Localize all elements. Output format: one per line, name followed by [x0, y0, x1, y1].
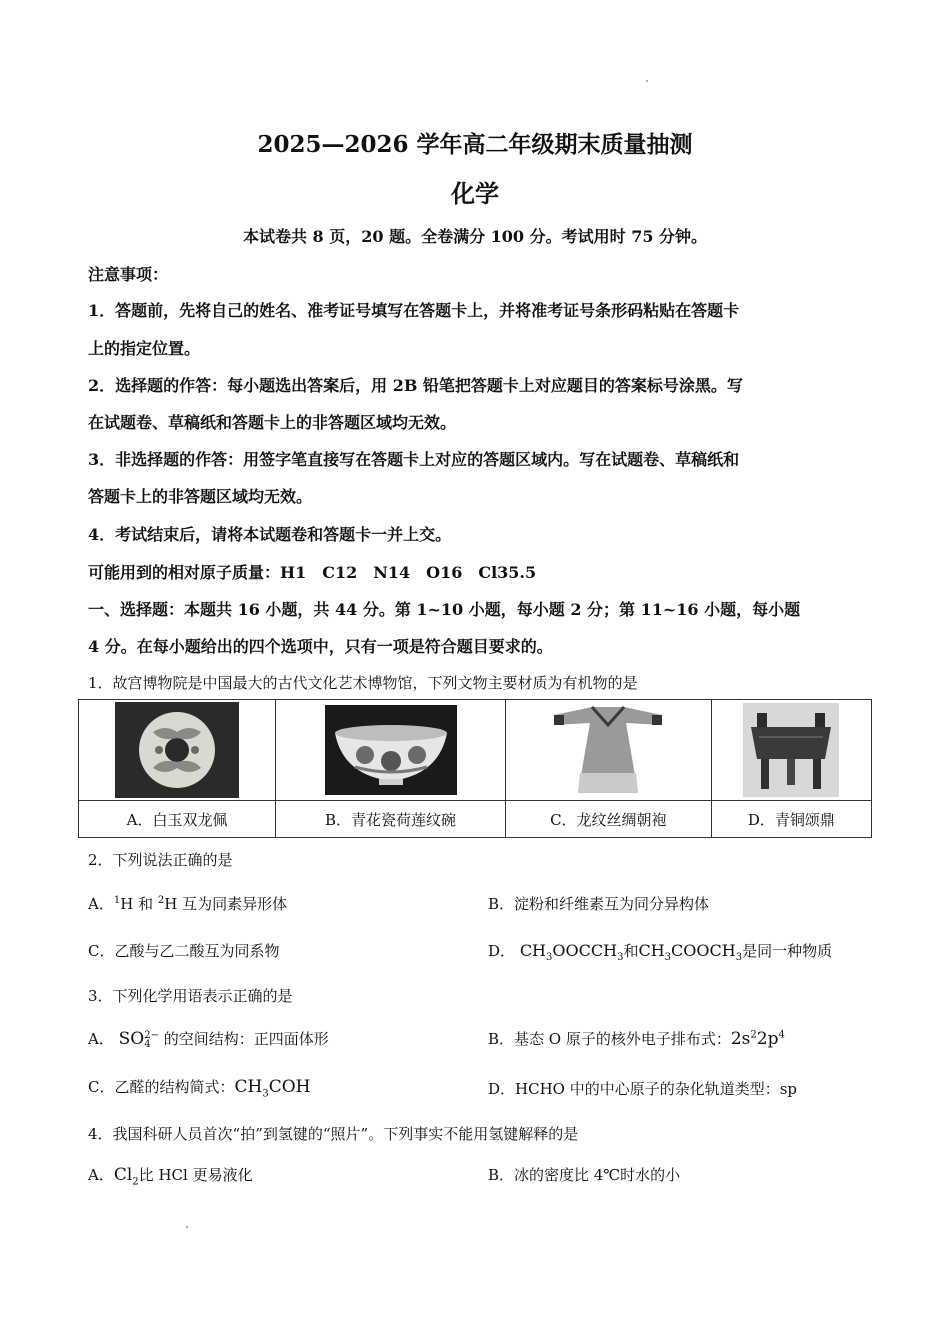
q2-d-formula: $CH_3OOCCH_3$: [519, 941, 624, 964]
scan-dot: [186, 1226, 188, 1228]
section-1-line-2: 4 分。在每小题给出的四个选项中，只有一项是符合题目要求的。: [88, 637, 553, 656]
bronze-ding-image: [743, 703, 839, 797]
relic-label-d: D．青铜颂鼎: [711, 801, 871, 838]
notice-item-1-line-2: 上的指定位置。: [88, 339, 201, 358]
q4-a-formula: $Cl_2$: [113, 1165, 139, 1188]
q3-stem: 3．下列化学用语表示正确的是: [88, 987, 293, 1005]
scan-dot: [646, 80, 648, 82]
relic-label-b: B．青花瓷荷莲纹碗: [276, 801, 506, 838]
silk-robe-image: [552, 703, 664, 797]
q4-option-a: A．$Cl_2$比 HCl 更易液化: [88, 1165, 253, 1188]
q4-stem: 4．我国科研人员首次“拍”到氢键的“照片”。下列事实不能用氢键解释的是: [88, 1125, 579, 1143]
notice-item-2-line-2: 在试题卷、草稿纸和答题卡上的非答题区域均无效。: [88, 413, 457, 432]
jade-pendant-image: [115, 702, 239, 798]
q2-stem: 2．下列说法正确的是: [88, 851, 233, 869]
q3-option-d: D．HCHO 中的中心原子的杂化轨道类型：sp: [488, 1080, 798, 1098]
notice-heading: 注意事项：: [88, 265, 169, 284]
relic-cell-c: [505, 700, 711, 801]
subject-title: 化学: [451, 179, 499, 208]
q4-option-b: B．冰的密度比 4℃时水的小: [488, 1166, 681, 1184]
exam-info: 本试卷共 8 页，20 题。全卷满分 100 分。考试用时 75 分钟。: [242, 227, 708, 246]
q2-a-mass-2: 2: [157, 895, 165, 906]
q2-option-b: B．淀粉和纤维素互为同分异构体: [488, 895, 710, 913]
notice-item-1-line-1: 1．答题前，先将自己的姓名、准考证号填写在答题卡上，并将准考证号条形码粘贴在答题卡: [88, 301, 740, 320]
relic-label-c: C．龙纹丝绸朝袍: [505, 801, 711, 838]
notice-item-4: 4．考试结束后，请将本试题卷和答题卡一并上交。: [88, 525, 452, 544]
q3-option-b: B．基态 O 原子的核外电子排布式：$2s^22p^4$: [488, 1029, 785, 1049]
notice-item-2-line-1: 2．选择题的作答：每小题选出答案后，用 2B 铅笔把答题卡上对应题目的答案标号涂黑。写: [88, 376, 743, 395]
q3-option-a: A． SO 2− 4 的空间结构：正四面体形: [88, 1029, 329, 1050]
relic-cell-a: [79, 700, 276, 801]
q2-option-c: C．乙酸与乙二酸互为同系物: [88, 942, 280, 960]
q2-option-a: A．$^1$H 和 $^2$H 互为同素异形体: [88, 895, 288, 913]
relic-cell-d: [711, 700, 871, 801]
q1-stem: 1．故宫博物院是中国最大的古代文化艺术博物馆，下列文物主要材质为有机物的是: [88, 674, 638, 692]
q3-option-c: C．乙醛的结构简式：$CH_3COH$: [88, 1077, 311, 1100]
notice-item-3-line-1: 3．非选择题的作答：用签字笔直接写在答题卡上对应的答题区域内。写在试题卷、草稿纸和: [88, 450, 740, 469]
section-1-line-1: 一、选择题：本题共 16 小题，共 44 分。第 1~10 小题，每小题 2 分；第 11~16 小题，每小题: [88, 600, 801, 619]
notice-item-3-line-2: 答题卡上的非答题区域均无效。: [88, 487, 313, 506]
q1-relic-table: [78, 699, 872, 838]
relic-label-a: A．白玉双龙佩: [79, 801, 276, 838]
porcelain-bowl-image: [325, 705, 457, 795]
relic-cell-b: [276, 700, 506, 801]
q2-option-d: D． $CH_3OOCCH_3$和$CH_3COOCH_3$是同一种物质: [488, 941, 833, 964]
q3-b-formula: $2s^22p^4$: [730, 1029, 785, 1049]
q3-a-formula: SO 2− 4: [118, 1029, 159, 1050]
q2-a-mass-1: 1: [113, 895, 121, 906]
q3-c-formula: $CH_3COH$: [234, 1077, 311, 1100]
exam-title: 2025—2026 学年高二年级期末质量抽测: [257, 131, 693, 158]
atomic-mass-line: 可能用到的相对原子质量：H1 C12 N14 O16 Cl35.5: [88, 563, 537, 582]
